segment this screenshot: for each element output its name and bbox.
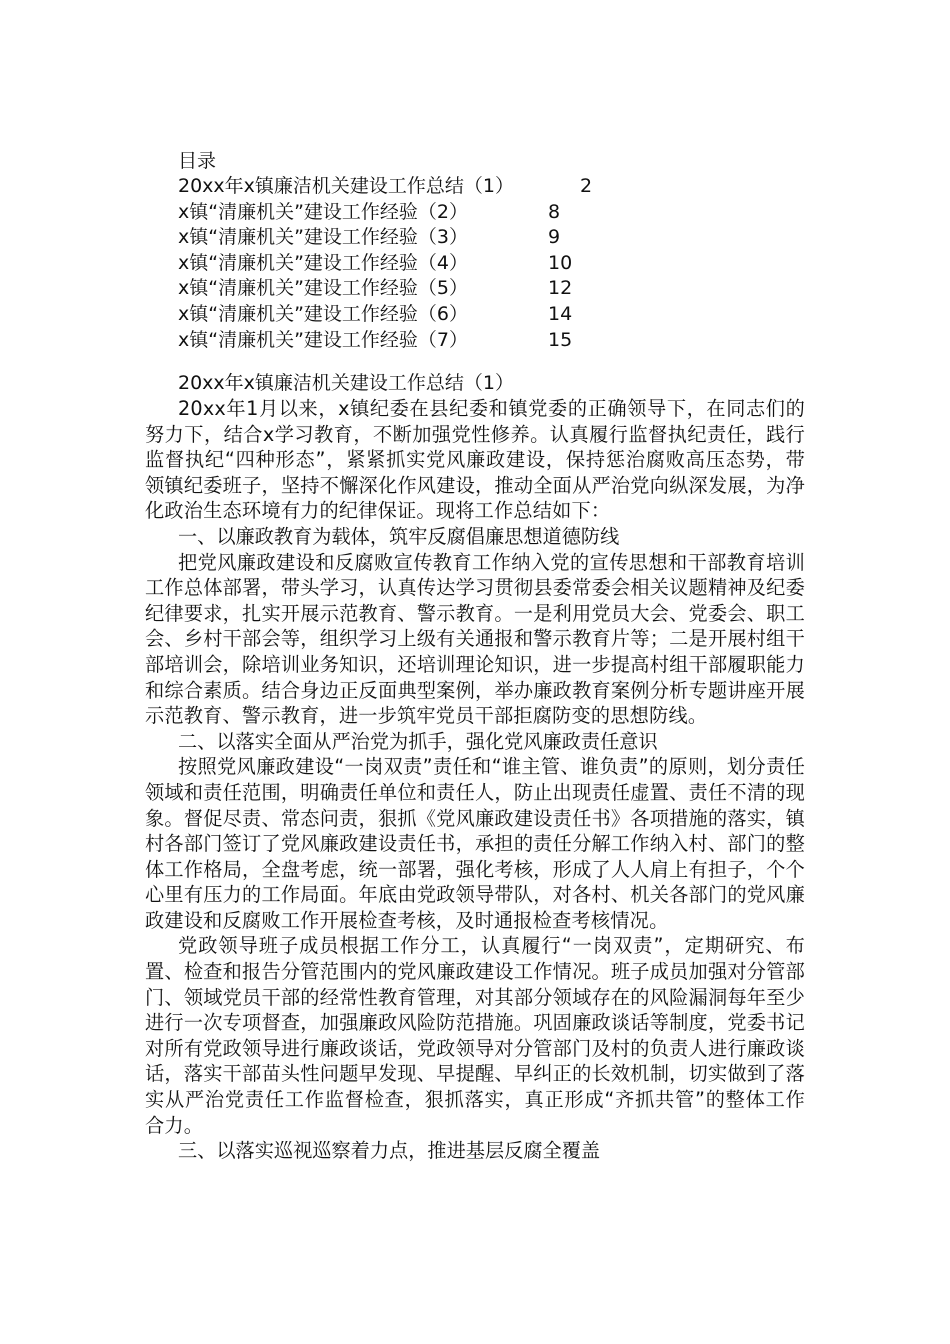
toc-entry[interactable] [178,200,818,226]
toc-entry-page: 2 [580,175,593,197]
toc-entry-title: 20xx年x镇廉洁机关建设工作总结（1） [178,175,514,197]
document-body [145,371,805,1164]
toc-entry-title: x镇“清廉机关”建设工作经验（5） [178,277,469,300]
toc-entry[interactable] [178,328,818,354]
intro-paragraph: 20xx年1月以来，x镇纪委在县纪委和镇党委的正确领导下，在同志们的努力下，结合x学习教育，不断加强党性修养。认真履行监督执纪责任，践行监督执纪“四种形态”，紧紧抓实党风廉政建设，保持惩治腐败高压态势，带领镇纪委班子，坚持不懈深化作风建设，推动全面从严治党向纵深发展，为净化政治生态环境有力的纪律保证。现将工作总结如下： [145,397,805,523]
toc-entry[interactable] [178,276,818,302]
toc-entry-title: x镇“清廉机关”建设工作经验（2） [178,200,469,223]
section-1-paragraph: 把党风廉政建设和反腐败宣传教育工作纳入党的宣传思想和干部教育培训工作总体部署，带头学习，认真传达学习贯彻县委常委会相关议题精神及纪委纪律要求，扎实开展示范教育、警示教育。一是利用党员大会、党委会、职工会、乡村干部会等，组织学习上级有关通报和警示教育片等；二是开展村组干部培训会，除培训业务知识，还培训理论知识，进一步提高村组干部履职能力和综合素质。结合身边正反面典型案例，举办廉政教育案例分析专题讲座开展示范教育、警示教育，进一步筑牢党员干部拒腐防变的思想防线。 [145,550,805,728]
toc-entry-page: 9 [548,226,561,249]
document-heading: 20xx年x镇廉洁机关建设工作总结（1） [178,372,514,394]
section-2-paragraph-2: 党政领导班子成员根据工作分工，认真履行“一岗双责”，定期研究、布置、检查和报告分管范围内的党风廉政建设工作情况。班子成员加强对分管部门、领域党员干部的经常性教育管理，对其部分领域存在的风险漏洞每年至少进行一次专项督查，加强廉政风险防范措施。巩固廉政谈话等制度，党委书记对所有党政领导进行廉政谈话，党政领导对分管部门及村的负责人进行廉政谈话，落实干部苗头性问题早发现、早提醒、早纠正的长效机制，切实做到了落实从严治党责任工作监督检查，狠抓落实，真正形成“齐抓共管”的整体工作合力。 [145,934,805,1137]
toc-entry-page: 12 [548,277,573,300]
toc-entry-page: 10 [548,251,573,274]
toc-entry-title: x镇“清廉机关”建设工作经验（4） [178,251,469,274]
toc-entry-title: x镇“清廉机关”建设工作经验（3） [178,226,469,249]
toc-entry-title: x镇“清廉机关”建设工作经验（7） [178,328,469,351]
section-heading-2: 二、以落实全面从严治党为抓手，强化党风廉政责任意识 [178,729,658,753]
toc-title: 目录 [178,150,217,172]
toc-entry[interactable] [178,225,818,251]
toc-entry[interactable] [178,251,818,277]
toc-entry[interactable] [178,174,818,200]
section-heading-1: 一、以廉政教育为载体，筑牢反腐倡廉思想道德防线 [178,524,620,548]
toc-entry[interactable] [178,302,818,328]
toc-entry-page: 15 [548,328,573,351]
toc-list [178,174,818,353]
table-of-contents [178,148,818,353]
section-2-paragraph-1: 按照党风廉政建设“一岗双责”责任和“谁主管、谁负责”的原则，划分责任领域和责任范围，明确责任单位和责任人，防止出现责任虚置、责任不清的现象。督促尽责、常态问责，狠抓《党风廉政建设责任书》各项措施的落实，镇村各部门签订了党风廉政建设责任书，承担的责任分解工作纳入村、部门的整体工作格局，全盘考虑，统一部署，强化考核，形成了人人肩上有担子，个个心里有压力的工作局面。年底由党政领导带队，对各村、机关各部门的党风廉政建设和反腐败工作开展检查考核，及时通报检查考核情况。 [145,755,805,932]
toc-entry-title: x镇“清廉机关”建设工作经验（6） [178,302,469,325]
toc-entry-page: 8 [548,200,561,223]
toc-entry-page: 14 [548,302,573,325]
section-heading-3: 三、以落实巡视巡察着力点，推进基层反腐全覆盖 [178,1139,601,1163]
